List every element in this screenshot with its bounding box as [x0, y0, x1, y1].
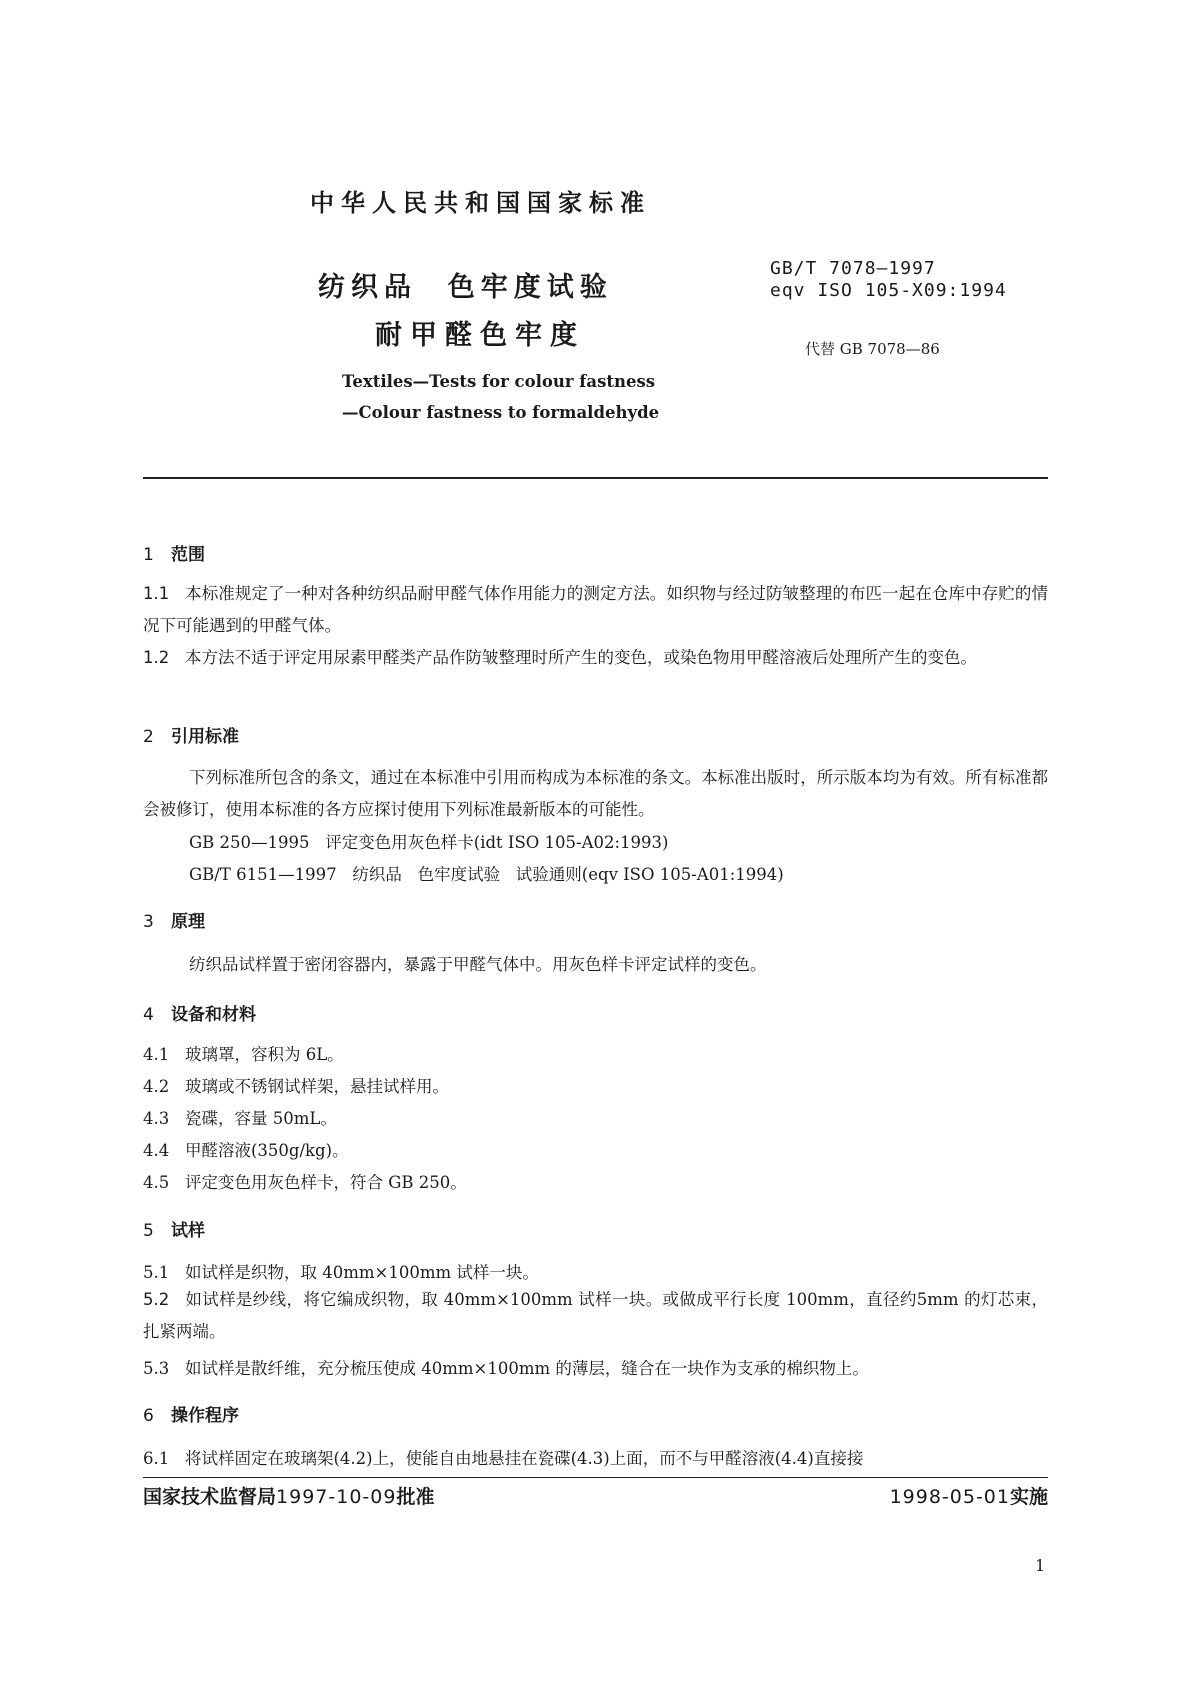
english-title-line-2: —Colour fastness to formaldehyde — [342, 403, 660, 422]
equivalent-iso-code: eqv ISO 105-X09:1994 — [770, 280, 1007, 301]
section-2-paragraph: 下列标准所包含的条文，通过在本标准中引用而构成为本标准的条文。本标准出版时，所示版本均为有效。所有标准都会被修订，使用本标准的各方应探讨使用下列标准最新版本的可能性。 — [143, 768, 1048, 819]
section-heading-5: 5 试样 — [143, 1221, 205, 1241]
page-number: 1 — [1035, 1556, 1046, 1575]
section-heading-2: 2 引用标准 — [143, 727, 239, 747]
section-heading-1: 1 范围 — [143, 545, 205, 565]
section-heading-6: 6 操作程序 — [143, 1406, 239, 1426]
header-divider — [143, 477, 1048, 479]
title-line-1: 纺织品 色牢度试验 — [318, 272, 613, 303]
clause-4-2: 4.2 玻璃或不锈钢试样架，悬挂试样用。 — [143, 1077, 449, 1096]
section-heading-4: 4 设备和材料 — [143, 1005, 256, 1025]
english-title-line-1: Textiles—Tests for colour fastness — [342, 372, 656, 391]
reference-gb-t-6151: GB/T 6151—1997 纺织品 色牢度试验 试验通则(eqv ISO 105-A01:1994) — [189, 865, 784, 884]
clause-4-5: 4.5 评定变色用灰色样卡，符合 GB 250。 — [143, 1173, 467, 1192]
clause-4-1: 4.1 玻璃罩，容积为 6L。 — [143, 1045, 344, 1064]
clause-5-3: 5.3 如试样是散纤维，充分梳压使成 40mm×100mm 的薄层，缝合在一块作为支承的棉织物上。 — [143, 1359, 869, 1378]
implementation-line: 1998-05-01实施 — [889, 1486, 1048, 1508]
title-line-2: 耐甲醛色牢度 — [375, 320, 585, 351]
replaces-note: 代替 GB 7078—86 — [805, 340, 940, 358]
clause-1-2: 1.2 本方法不适于评定用尿素甲醛类产品作防皱整理时所产生的变色，或染色物用甲醛溶液后处理所产生的变色。 — [143, 648, 977, 667]
clause-1-1: 1.1 本标准规定了一种对各种纺织品耐甲醛气体作用能力的测定方法。如织物与经过防皱整理的布匹一起在仓库中存贮的情况下可能遇到的甲醛气体。 — [143, 584, 1048, 635]
clause-5-2: 5.2 如试样是纱线，将它编成织物，取 40mm×100mm 试样一块。或做成平行长度 100mm，直径约5mm 的灯芯束，扎紧两端。 — [143, 1290, 1048, 1341]
approval-line: 国家技术监督局1997-10-09批准 — [143, 1486, 435, 1508]
section-heading-3: 3 原理 — [143, 912, 205, 932]
section-3-paragraph: 纺织品试样置于密闭容器内，暴露于甲醛气体中。用灰色样卡评定试样的变色。 — [189, 955, 767, 974]
clause-5-1: 5.1 如试样是织物，取 40mm×100mm 试样一块。 — [143, 1263, 539, 1282]
national-standard-heading: 中华人民共和国国家标准 — [310, 189, 651, 217]
reference-gb-250: GB 250—1995 评定变色用灰色样卡(idt ISO 105-A02:1993) — [189, 833, 669, 852]
clause-4-3: 4.3 瓷碟，容量 50mL。 — [143, 1109, 337, 1128]
footer-divider — [143, 1477, 1048, 1478]
clause-6-1: 6.1 将试样固定在玻璃架(4.2)上，使能自由地悬挂在瓷碟(4.3)上面，而不与甲醛溶液(4.4)直接接 — [143, 1449, 864, 1468]
standard-code: GB/T 7078—1997 — [770, 258, 936, 279]
clause-4-4: 4.4 甲醛溶液(350g/kg)。 — [143, 1141, 349, 1160]
